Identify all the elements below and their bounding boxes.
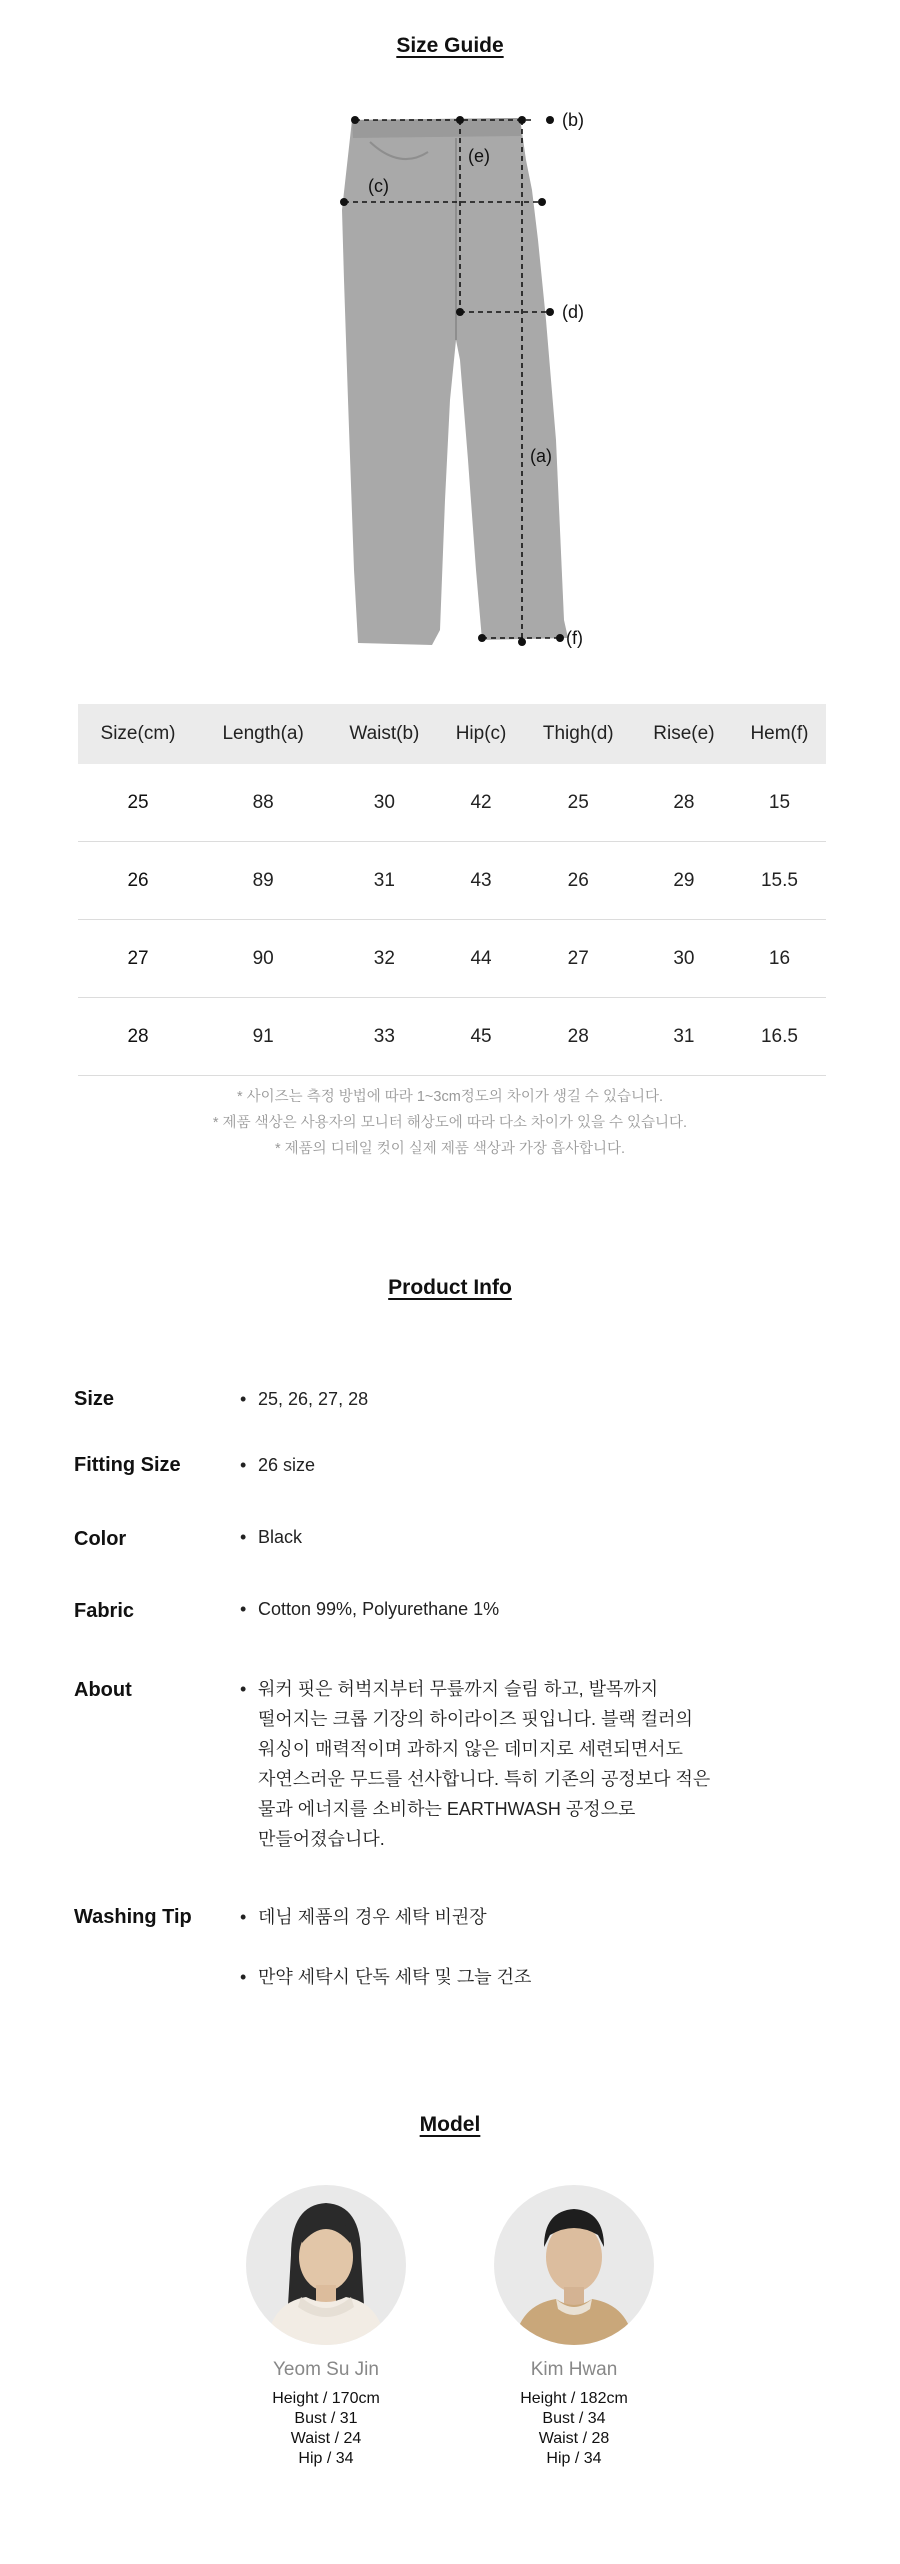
table-cell: 31 xyxy=(635,998,733,1076)
bullet: • xyxy=(240,1599,247,1619)
dot xyxy=(478,634,486,642)
table-cell: 28 xyxy=(78,998,198,1076)
model-stats xyxy=(226,2389,426,2469)
model-title: Model xyxy=(419,2113,481,2136)
model-bust: Bust / 31 xyxy=(294,2410,358,2427)
avatar xyxy=(494,2185,654,2345)
table-cell: 43 xyxy=(440,842,521,920)
table-cell: 45 xyxy=(440,998,521,1076)
model-hip: Hip / 34 xyxy=(298,2450,354,2467)
about-line: 물과 에너지를 소비하는 EARTHWASH 공정으로 xyxy=(258,1799,636,1819)
dot xyxy=(518,638,526,646)
bullet: • xyxy=(240,1527,247,1547)
col-header-length: Length(a) xyxy=(198,704,328,764)
table-cell: 88 xyxy=(198,764,328,842)
col-header-rise: Rise(e) xyxy=(635,704,733,764)
info-value-fitting: • 26 size xyxy=(258,1450,728,1480)
table-cell: 31 xyxy=(328,842,440,920)
label-e: (e) xyxy=(468,146,490,166)
col-header-hip: Hip(c) xyxy=(440,704,521,764)
table-header-row xyxy=(78,704,826,764)
about-line: 떨어지는 크롭 기장의 하이라이즈 핏입니다. 블랙 컬러의 xyxy=(258,1709,693,1729)
table-cell: 15 xyxy=(733,764,826,842)
size-notes xyxy=(0,1084,900,1162)
table-cell: 32 xyxy=(328,920,440,998)
table-cell: 89 xyxy=(198,842,328,920)
dot xyxy=(518,116,526,124)
info-value-size: • 25, 26, 27, 28 xyxy=(258,1384,728,1414)
info-label-size: Size xyxy=(74,1388,115,1410)
table-cell: 30 xyxy=(635,920,733,998)
dot xyxy=(546,308,554,316)
about-line: 자연스러운 무드를 선사합니다. 특히 기존의 공정보다 적은 xyxy=(258,1769,711,1789)
dot xyxy=(556,634,564,642)
dot xyxy=(351,116,359,124)
label-f: (f) xyxy=(566,628,583,648)
table-cell: 16.5 xyxy=(733,998,826,1076)
note-line: * 제품의 디테일 컷이 실제 제품 색상과 가장 흡사합니다. xyxy=(274,1141,626,1157)
bullet: • xyxy=(240,1679,247,1699)
about-line: 만들어졌습니다. xyxy=(258,1829,385,1849)
table-cell: 28 xyxy=(635,764,733,842)
model-card xyxy=(474,2185,674,2469)
dot xyxy=(456,116,464,124)
model-stats xyxy=(474,2389,674,2469)
info-value-fabric: • Cotton 99%, Polyurethane 1% xyxy=(258,1594,728,1624)
model-portrait-icon xyxy=(246,2185,406,2345)
note-line: * 제품 색상은 사용자의 모니터 해상도에 따라 다소 차이가 있을 수 있습니다. xyxy=(212,1115,688,1131)
col-header-size: Size(cm) xyxy=(78,704,198,764)
table-row xyxy=(78,920,826,998)
dot xyxy=(456,308,464,316)
model-hip: Hip / 34 xyxy=(546,2450,602,2467)
info-label-color: Color xyxy=(74,1528,127,1550)
table-cell: 16 xyxy=(733,920,826,998)
info-label-fabric: Fabric xyxy=(74,1600,135,1622)
table-cell: 26 xyxy=(78,842,198,920)
table-row xyxy=(78,842,826,920)
model-waist: Waist / 28 xyxy=(538,2430,610,2447)
info-value-washing-tip-1: • 데님 제품의 경우 세탁 비권장 xyxy=(258,1902,728,1932)
size-table xyxy=(78,704,826,1076)
table-cell: 42 xyxy=(440,764,521,842)
model-portrait-icon xyxy=(494,2185,654,2345)
avatar xyxy=(246,2185,406,2345)
table-cell: 90 xyxy=(198,920,328,998)
model-bust: Bust / 34 xyxy=(542,2410,606,2427)
table-row xyxy=(78,998,826,1076)
bullet: • xyxy=(240,1907,247,1927)
dot xyxy=(538,198,546,206)
table-cell: 33 xyxy=(328,998,440,1076)
model-card xyxy=(226,2185,426,2469)
info-label-fitting: Fitting Size xyxy=(74,1454,181,1476)
jeans-measurement-diagram xyxy=(300,100,640,660)
table-cell: 25 xyxy=(78,764,198,842)
info-value-color: • Black xyxy=(258,1522,728,1552)
table-cell: 25 xyxy=(522,764,635,842)
col-header-thigh: Thigh(d) xyxy=(522,704,635,764)
label-b: (b) xyxy=(562,110,584,130)
bullet: • xyxy=(240,1389,247,1409)
label-d: (d) xyxy=(562,302,584,322)
table-cell: 29 xyxy=(635,842,733,920)
about-line: 워커 핏은 허벅지부터 무릎까지 슬림 하고, 발목까지 xyxy=(258,1679,659,1699)
table-cell: 26 xyxy=(522,842,635,920)
info-value-washing-tip-2: • 만약 세탁시 단독 세탁 및 그늘 건조 xyxy=(258,1962,728,1992)
info-label-washing: Washing Tip xyxy=(74,1906,192,1928)
col-header-hem: Hem(f) xyxy=(733,704,826,764)
info-value-about xyxy=(240,1674,728,1854)
model-height: Height / 182cm xyxy=(520,2390,628,2407)
bullet: • xyxy=(240,1455,247,1475)
info-label-about: About xyxy=(74,1679,132,1701)
table-cell: 91 xyxy=(198,998,328,1076)
table-cell: 15.5 xyxy=(733,842,826,920)
note-line: * 사이즈는 측정 방법에 따라 1~3cm정도의 차이가 생길 수 있습니다. xyxy=(236,1089,664,1105)
about-line: 워싱이 매력적이며 과하지 않은 데미지로 세련되면서도 xyxy=(258,1739,683,1759)
table-cell: 28 xyxy=(522,998,635,1076)
table-cell: 27 xyxy=(522,920,635,998)
model-height: Height / 170cm xyxy=(272,2390,380,2407)
jeans-waistband xyxy=(352,118,521,138)
dot xyxy=(340,198,348,206)
table-cell: 44 xyxy=(440,920,521,998)
label-a: (a) xyxy=(530,446,552,466)
bullet: • xyxy=(240,1967,247,1987)
label-c: (c) xyxy=(368,176,389,196)
model-name: Yeom Su Jin xyxy=(273,2359,379,2380)
dot xyxy=(546,116,554,124)
size-guide-title: Size Guide xyxy=(396,34,504,57)
table-cell: 27 xyxy=(78,920,198,998)
table-cell: 30 xyxy=(328,764,440,842)
model-name: Kim Hwan xyxy=(530,2359,618,2380)
col-header-waist: Waist(b) xyxy=(328,704,440,764)
table-row xyxy=(78,764,826,842)
product-info-title: Product Info xyxy=(388,1276,512,1299)
model-waist: Waist / 24 xyxy=(290,2430,362,2447)
